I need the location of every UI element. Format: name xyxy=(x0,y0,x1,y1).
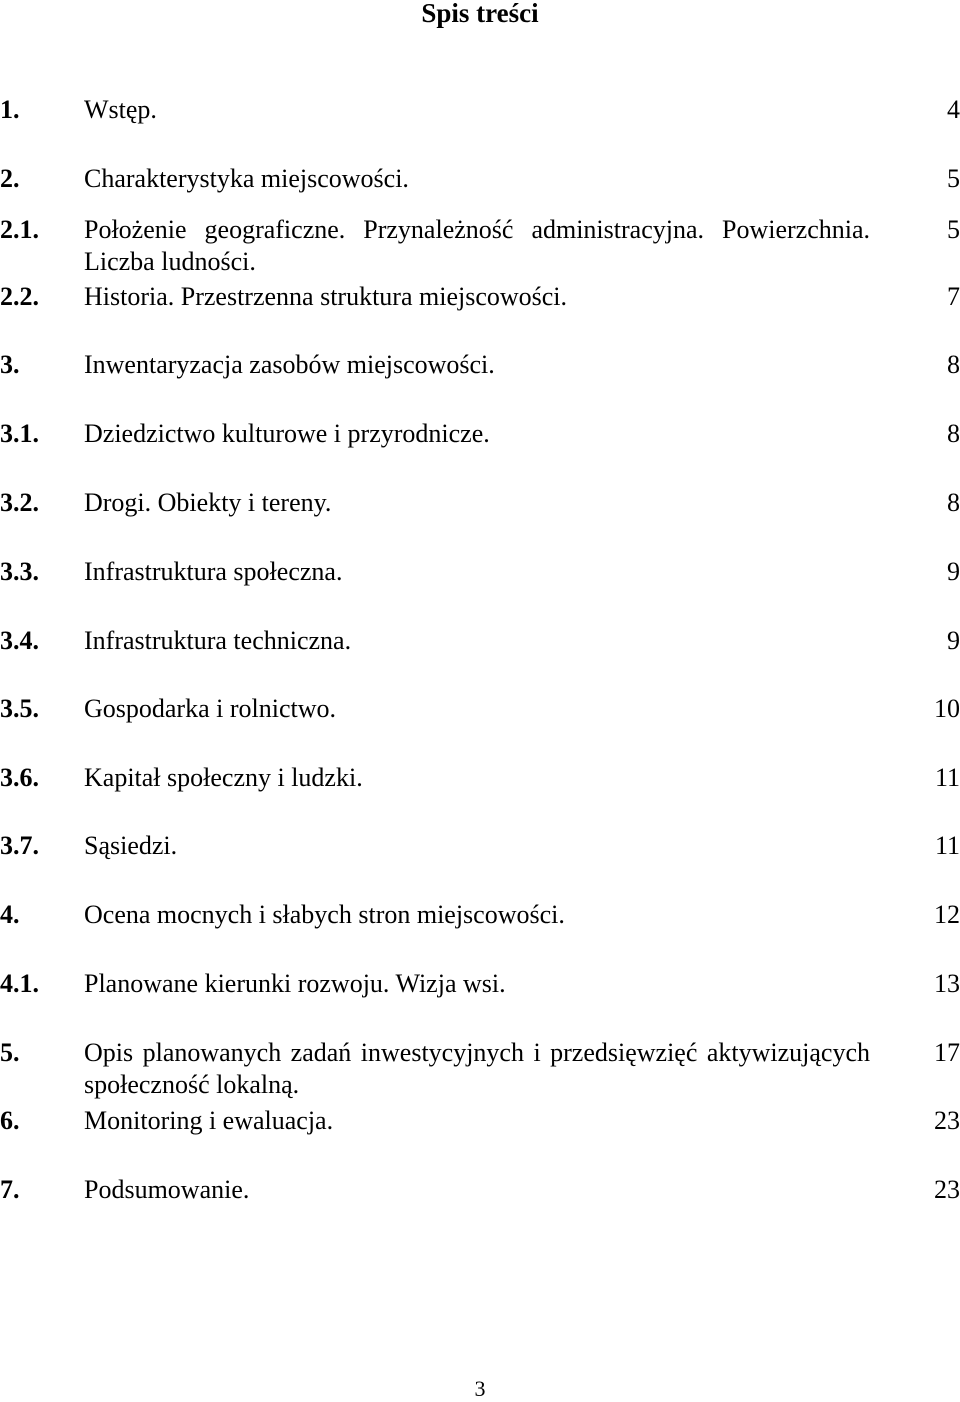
toc-entry-page: 5 xyxy=(947,164,960,193)
toc-entry-number: 4.1. xyxy=(0,969,39,998)
toc-entry-page: 23 xyxy=(934,1175,960,1204)
toc-entry-page: 4 xyxy=(947,95,960,124)
toc-entry-page: 17 xyxy=(934,1038,960,1067)
toc-entry-title: Wstęp. xyxy=(84,95,157,124)
toc-entry-title: Monitoring i ewaluacja. xyxy=(84,1106,334,1135)
toc-entry-page: 13 xyxy=(934,969,960,998)
toc-entry-title: Planowane kierunki rozwoju. Wizja wsi. xyxy=(84,969,506,998)
toc-entry-number: 3.5. xyxy=(0,694,39,723)
toc-entry-title: Infrastruktura społeczna. xyxy=(84,557,343,586)
page-title: Spis treści xyxy=(421,0,539,28)
toc-entry-number: 3. xyxy=(0,350,20,379)
toc-entry-page: 8 xyxy=(947,419,960,448)
toc-entry-title: Opis planowanych zadań inwestycyjnych i przedsięwzięć aktywizujących społeczność lokalną. xyxy=(84,1038,870,1099)
toc-entry-title: Sąsiedzi. xyxy=(84,831,178,860)
toc-entry-title: Podsumowanie. xyxy=(84,1175,250,1204)
toc-entry-number: 2.2. xyxy=(0,282,39,311)
toc-entry-number: 1. xyxy=(0,95,20,124)
toc-entry-page: 11 xyxy=(934,831,960,860)
toc-entry-page: 8 xyxy=(947,350,960,379)
toc-entry-number: 3.3. xyxy=(0,557,39,586)
toc-entry-number: 4. xyxy=(0,900,20,929)
toc-entry-title: Drogi. Obiekty i tereny. xyxy=(84,488,332,517)
toc-entry-page: 8 xyxy=(947,488,960,517)
toc-entry-title: Dziedzictwo kulturowe i przyrodnicze. xyxy=(84,419,490,448)
toc-entry-page: 9 xyxy=(947,626,960,655)
toc-entry-page: 12 xyxy=(934,900,960,929)
toc-entry-page: 5 xyxy=(947,215,960,244)
toc-entry-title: Gospodarka i rolnictwo. xyxy=(84,694,337,723)
toc-entry-title: Historia. Przestrzenna struktura miejscowości. xyxy=(84,282,568,311)
toc-entry-title: Położenie geograficzne. Przynależność administracyjna. Powierzchnia. Liczba ludności. xyxy=(84,215,870,276)
toc-entry-number: 6. xyxy=(0,1106,20,1135)
toc-entry-number: 2.1. xyxy=(0,215,39,244)
toc-entry-page: 7 xyxy=(947,282,960,311)
toc-entry-number: 2. xyxy=(0,164,20,193)
toc-entry-title: Kapitał społeczny i ludzki. xyxy=(84,763,363,792)
toc-entry-page: 9 xyxy=(947,557,960,586)
toc-entry-page: 11 xyxy=(934,763,960,792)
toc-entry-title: Ocena mocnych i słabych stron miejscowości. xyxy=(84,900,565,929)
toc-entry-number: 5. xyxy=(0,1038,20,1067)
toc-entry-number: 3.6. xyxy=(0,763,39,792)
toc-entry-page: 23 xyxy=(934,1106,960,1135)
toc-entry-number: 3.7. xyxy=(0,831,39,860)
toc-entry-page: 10 xyxy=(934,694,960,723)
toc-entry-title: Inwentaryzacja zasobów miejscowości. xyxy=(84,350,495,379)
toc-entry-number: 3.4. xyxy=(0,626,39,655)
toc-entry-number: 7. xyxy=(0,1175,20,1204)
toc-entry-title: Charakterystyka miejscowości. xyxy=(84,164,409,193)
page-number: 3 xyxy=(474,1376,486,1401)
toc-entry-number: 3.2. xyxy=(0,488,39,517)
toc-entry-number: 3.1. xyxy=(0,419,39,448)
toc-entry-title: Infrastruktura techniczna. xyxy=(84,626,352,655)
